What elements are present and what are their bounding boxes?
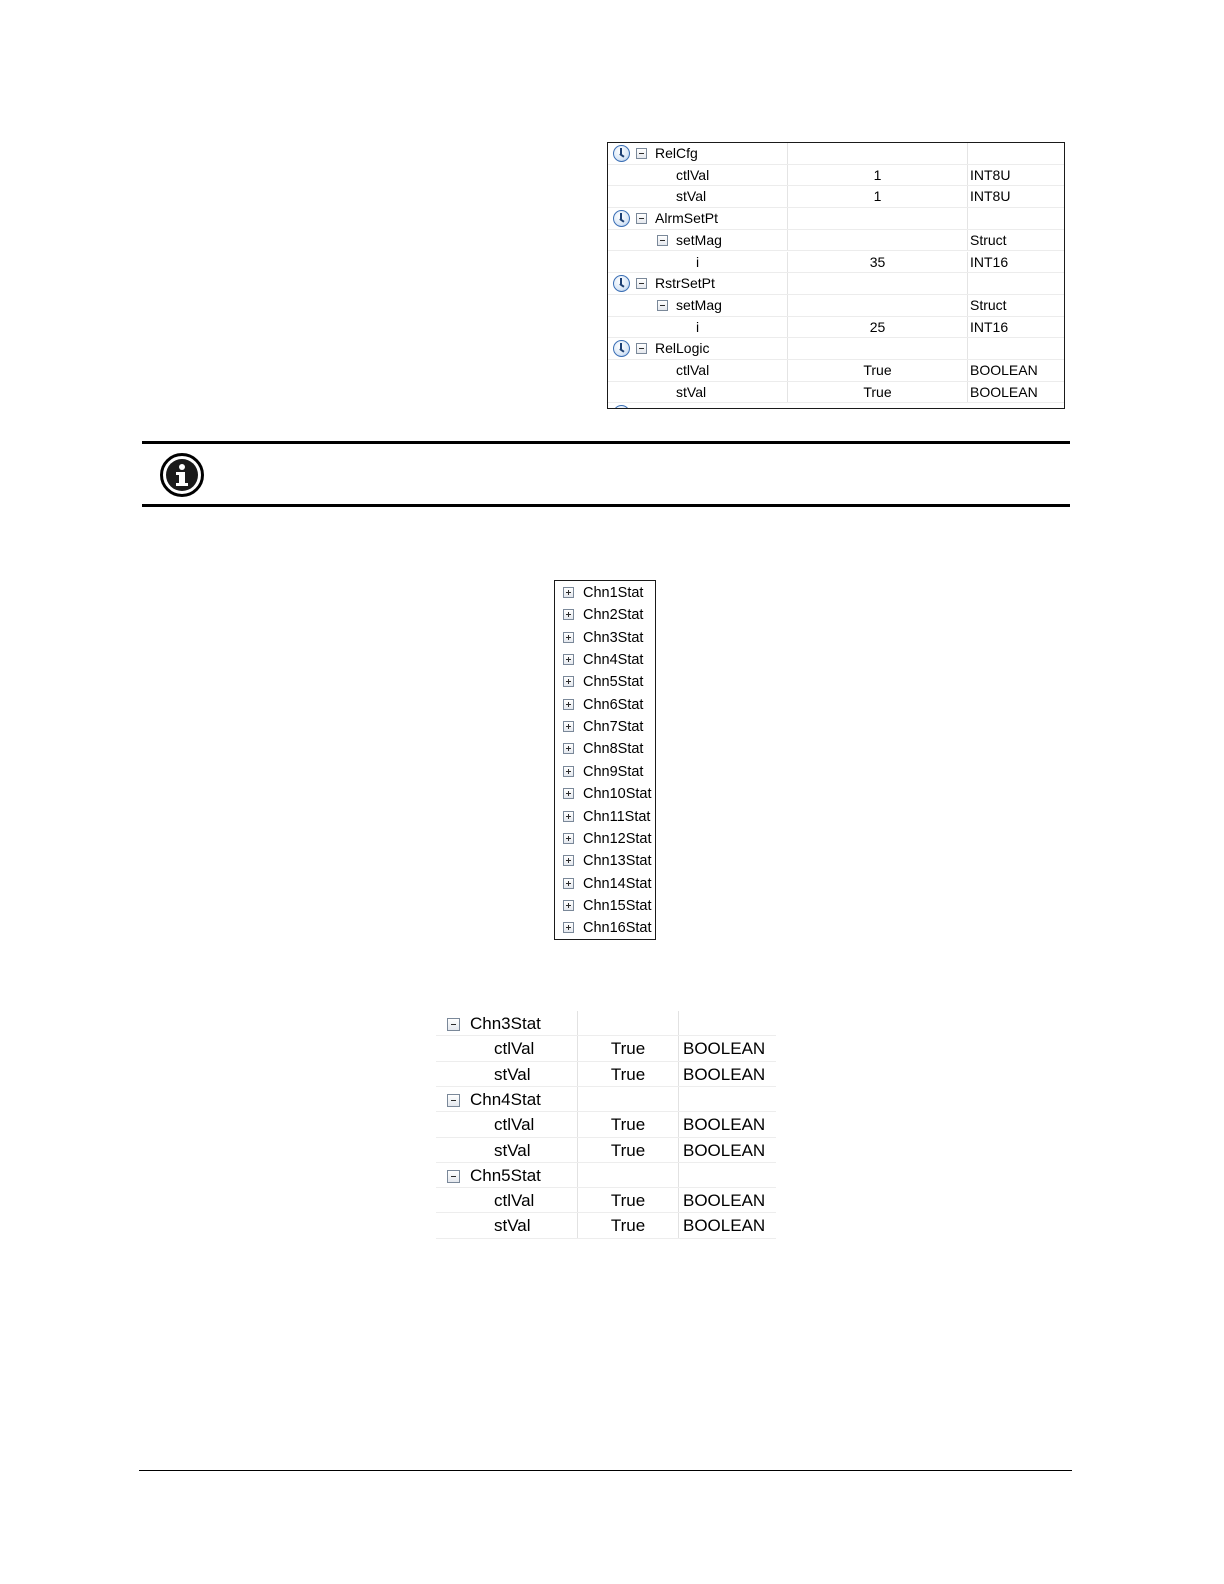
tree-type-cell (970, 230, 1064, 251)
tree-value: True (863, 362, 892, 378)
tree-value-cell (788, 317, 968, 338)
expanded-channel-table (436, 1011, 776, 1239)
channel-list-label: Chn2Stat (583, 607, 644, 624)
expanded-type-cell (683, 1036, 776, 1060)
expanded-value: True (610, 1115, 646, 1135)
tree-type-cell (970, 295, 1064, 316)
channel-list-item[interactable] (555, 761, 655, 783)
tree-value: 1 (873, 166, 882, 183)
expand-icon[interactable] (563, 811, 574, 822)
tree-name-cell (608, 208, 788, 229)
expanded-value-cell (578, 1112, 679, 1136)
expanded-node-label: stVal (494, 1216, 531, 1236)
tree-type-cell (970, 165, 1064, 186)
channel-list-label: Chn8Stat (583, 741, 644, 758)
channel-list-label: Chn5Stat (583, 674, 644, 691)
clock-icon (613, 340, 630, 357)
channel-list-item[interactable] (555, 895, 655, 917)
tree-row[interactable] (608, 273, 1064, 295)
tree-type-cell (970, 382, 1064, 403)
tree-value: 1 (873, 188, 882, 205)
tree-row[interactable] (608, 230, 1064, 252)
expanded-value: True (610, 1140, 646, 1160)
info-bar-bottom-rule (142, 504, 1070, 507)
expand-icon[interactable] (563, 855, 574, 866)
channel-list-label: Chn4Stat (583, 652, 644, 669)
tree-node-label: stVal (676, 188, 707, 205)
channel-list-label: Chn10Stat (583, 786, 652, 803)
tree-name-cell (608, 317, 788, 338)
expand-icon[interactable] (563, 743, 574, 754)
tree-name-cell (608, 295, 788, 316)
tree-value-cell (788, 273, 968, 294)
expand-icon[interactable] (563, 699, 574, 710)
tree-node-label: ctlVal (676, 166, 710, 183)
expand-icon[interactable] (563, 878, 574, 889)
expand-icon[interactable] (563, 900, 574, 911)
tree-type: Struct (970, 296, 1007, 313)
expanded-type: BOOLEAN (683, 1039, 766, 1059)
channel-list-label: Chn16Stat (583, 920, 652, 937)
expanded-row[interactable] (436, 1011, 776, 1036)
expand-icon[interactable] (563, 766, 574, 777)
channel-list-item[interactable] (555, 627, 655, 649)
tree-node-label: i (696, 253, 700, 270)
tree-row[interactable] (608, 317, 1064, 339)
tree-node-label: RelLogic (655, 340, 710, 357)
footer-rule (139, 1470, 1072, 1471)
tree-row[interactable] (608, 382, 1064, 404)
expand-icon[interactable] (563, 654, 574, 665)
channel-list-label: Chn11Stat (583, 808, 651, 825)
attribute-tree-table (607, 142, 1065, 409)
tree-name-cell (608, 338, 788, 359)
tree-value-cell (788, 338, 968, 359)
collapse-icon[interactable] (447, 1170, 460, 1183)
expand-icon[interactable] (563, 788, 574, 799)
expand-icon[interactable] (563, 632, 574, 643)
expanded-row[interactable] (436, 1036, 776, 1061)
expanded-type: BOOLEAN (683, 1191, 766, 1211)
channel-list-item[interactable] (555, 694, 655, 716)
clock-icon (613, 145, 630, 162)
expanded-type-cell (683, 1188, 776, 1212)
info-bar-top-rule (142, 441, 1070, 444)
channel-list-item[interactable] (555, 716, 655, 738)
expanded-type: BOOLEAN (683, 1140, 766, 1160)
tree-value-cell (788, 208, 968, 229)
expanded-type-cell (683, 1011, 776, 1035)
expanded-value: True (610, 1064, 646, 1084)
collapse-icon[interactable] (636, 278, 647, 289)
tree-type-cell (970, 143, 1064, 164)
tree-value-cell (788, 165, 968, 186)
tree-name-cell (608, 252, 788, 273)
expanded-type-cell (683, 1087, 776, 1111)
expanded-type-cell (683, 1112, 776, 1136)
channel-list-label: Chn9Stat (583, 763, 644, 780)
expanded-type: BOOLEAN (683, 1064, 766, 1084)
channel-list-item[interactable] (555, 917, 655, 939)
tree-type-cell (970, 338, 1064, 359)
expanded-node-label: ctlVal (494, 1039, 535, 1059)
channel-list-label: Chn13Stat (583, 853, 652, 870)
tree-row[interactable] (608, 252, 1064, 274)
tree-name-cell (608, 165, 788, 186)
tree-name-cell (608, 230, 788, 251)
tree-value-cell (788, 295, 968, 316)
channel-list-item[interactable] (555, 828, 655, 850)
expanded-type: BOOLEAN (683, 1115, 766, 1135)
tree-node-label: stVal (676, 383, 707, 400)
expanded-row[interactable] (436, 1138, 776, 1163)
channel-list-label: Chn3Stat (583, 629, 644, 646)
expanded-name-cell (436, 1011, 578, 1035)
tree-type: INT8U (970, 188, 1011, 205)
expanded-type-cell (683, 1062, 776, 1086)
tree-type: INT16 (970, 253, 1009, 270)
channel-list-label: Chn6Stat (583, 696, 644, 713)
collapse-icon[interactable] (657, 300, 668, 311)
collapse-icon[interactable] (636, 148, 647, 159)
tree-row[interactable] (608, 208, 1064, 230)
channel-list-label: Chn15Stat (583, 897, 652, 914)
tree-value-cell (788, 382, 968, 403)
collapse-icon[interactable] (657, 235, 668, 246)
expanded-node-label: Chn3Stat (470, 1014, 541, 1033)
expanded-type-cell (683, 1138, 776, 1162)
channel-list-item[interactable] (555, 850, 655, 872)
tree-value-cell (788, 252, 968, 273)
channel-list-label: Chn1Stat (583, 585, 644, 601)
expanded-value-cell (578, 1213, 679, 1237)
expanded-name-cell (436, 1138, 578, 1162)
tree-value: True (863, 383, 892, 400)
expanded-row[interactable] (436, 1213, 776, 1238)
expand-icon[interactable] (563, 587, 574, 598)
expanded-row[interactable] (436, 1163, 776, 1188)
tree-name-cell (608, 382, 788, 403)
tree-node-label: ctlVal (676, 362, 710, 378)
expanded-value-cell (578, 1163, 679, 1187)
expanded-row[interactable] (436, 1062, 776, 1087)
tree-type-cell (970, 208, 1064, 229)
tree-name-cell (608, 360, 788, 381)
tree-type: INT8U (970, 166, 1011, 183)
expanded-node-label: stVal (494, 1064, 531, 1084)
tree-node-label: RstrSetPt (655, 275, 715, 292)
tree-node-label: setMag (676, 231, 722, 248)
tree-value-cell (788, 186, 968, 207)
tree-type-cell (970, 317, 1064, 338)
expanded-node-label: stVal (494, 1140, 531, 1160)
tree-value: 25 (869, 318, 886, 335)
expanded-value: True (610, 1191, 646, 1211)
tree-node-label: RelCfg (655, 145, 698, 161)
tree-type-cell (970, 252, 1064, 273)
tree-name-cell (608, 186, 788, 207)
expanded-value-cell (578, 1062, 679, 1086)
channel-list-item[interactable] (555, 738, 655, 760)
expanded-row[interactable] (436, 1112, 776, 1137)
tree-type-cell (970, 186, 1064, 207)
tree-type: INT16 (970, 318, 1009, 335)
collapse-icon[interactable] (636, 343, 647, 354)
channel-status-list (554, 580, 656, 940)
tree-value-cell (788, 230, 968, 251)
tree-type: BOOLEAN (970, 383, 1038, 400)
channel-list-label: Chn7Stat (583, 719, 644, 736)
expanded-type-cell (683, 1213, 776, 1237)
channel-list-item[interactable] (555, 649, 655, 671)
expanded-name-cell (436, 1087, 578, 1111)
collapse-icon[interactable] (447, 1094, 460, 1107)
tree-type: Struct (970, 231, 1007, 248)
tree-type-cell (970, 360, 1064, 381)
expanded-value: True (610, 1216, 646, 1236)
expanded-row[interactable] (436, 1188, 776, 1213)
tree-type: BOOLEAN (970, 362, 1038, 378)
tree-row[interactable] (608, 360, 1064, 382)
tree-node-label: setMag (676, 296, 722, 313)
tree-row[interactable] (608, 338, 1064, 360)
info-icon (160, 453, 204, 497)
tree-type-cell (970, 273, 1064, 294)
expanded-node-label: ctlVal (494, 1191, 535, 1211)
expanded-row[interactable] (436, 1087, 776, 1112)
tree-row[interactable] (608, 186, 1064, 208)
expanded-name-cell (436, 1036, 578, 1060)
tree-name-cell (608, 143, 788, 164)
channel-list-item[interactable] (555, 806, 655, 828)
clock-icon (613, 405, 630, 409)
expanded-name-cell (436, 1188, 578, 1212)
channel-list-item[interactable] (555, 604, 655, 626)
expanded-name-cell (436, 1163, 578, 1187)
expanded-node-label: Chn4Stat (470, 1089, 541, 1109)
channel-list-item[interactable] (555, 582, 655, 604)
expanded-value-cell (578, 1087, 679, 1111)
expanded-value-cell (578, 1011, 679, 1035)
expand-icon[interactable] (563, 833, 574, 844)
channel-list-item[interactable] (555, 671, 655, 693)
expanded-value-cell (578, 1036, 679, 1060)
tree-value-cell (788, 360, 968, 381)
tree-row[interactable] (608, 165, 1064, 187)
expanded-name-cell (436, 1112, 578, 1136)
expand-icon[interactable] (563, 922, 574, 933)
channel-list-item[interactable] (555, 783, 655, 805)
expand-icon[interactable] (563, 721, 574, 732)
expand-icon[interactable] (563, 676, 574, 687)
channel-list-item[interactable] (555, 873, 655, 895)
expanded-value-cell (578, 1188, 679, 1212)
tree-value: 35 (869, 253, 886, 270)
collapse-icon[interactable] (447, 1018, 460, 1031)
collapse-icon[interactable] (636, 213, 647, 224)
tree-name-cell (608, 273, 788, 294)
clock-icon (613, 275, 630, 292)
channel-list-label: Chn14Stat (583, 875, 652, 892)
expanded-type-cell (683, 1163, 776, 1187)
tree-node-label: i (696, 318, 700, 335)
expanded-value: True (610, 1039, 646, 1059)
expanded-type: BOOLEAN (683, 1216, 766, 1236)
tree-value-cell (788, 143, 968, 164)
clock-icon (613, 210, 630, 227)
expand-icon[interactable] (563, 609, 574, 620)
tree-node-label: AlrmSetPt (655, 210, 719, 227)
expanded-value-cell (578, 1138, 679, 1162)
channel-list-label: Chn12Stat (583, 830, 652, 847)
tree-row[interactable] (608, 295, 1064, 317)
expanded-node-label: Chn5Stat (470, 1165, 541, 1185)
expanded-name-cell (436, 1062, 578, 1086)
expanded-name-cell (436, 1213, 578, 1237)
tree-row[interactable] (608, 143, 1064, 165)
expanded-node-label: ctlVal (494, 1115, 535, 1135)
